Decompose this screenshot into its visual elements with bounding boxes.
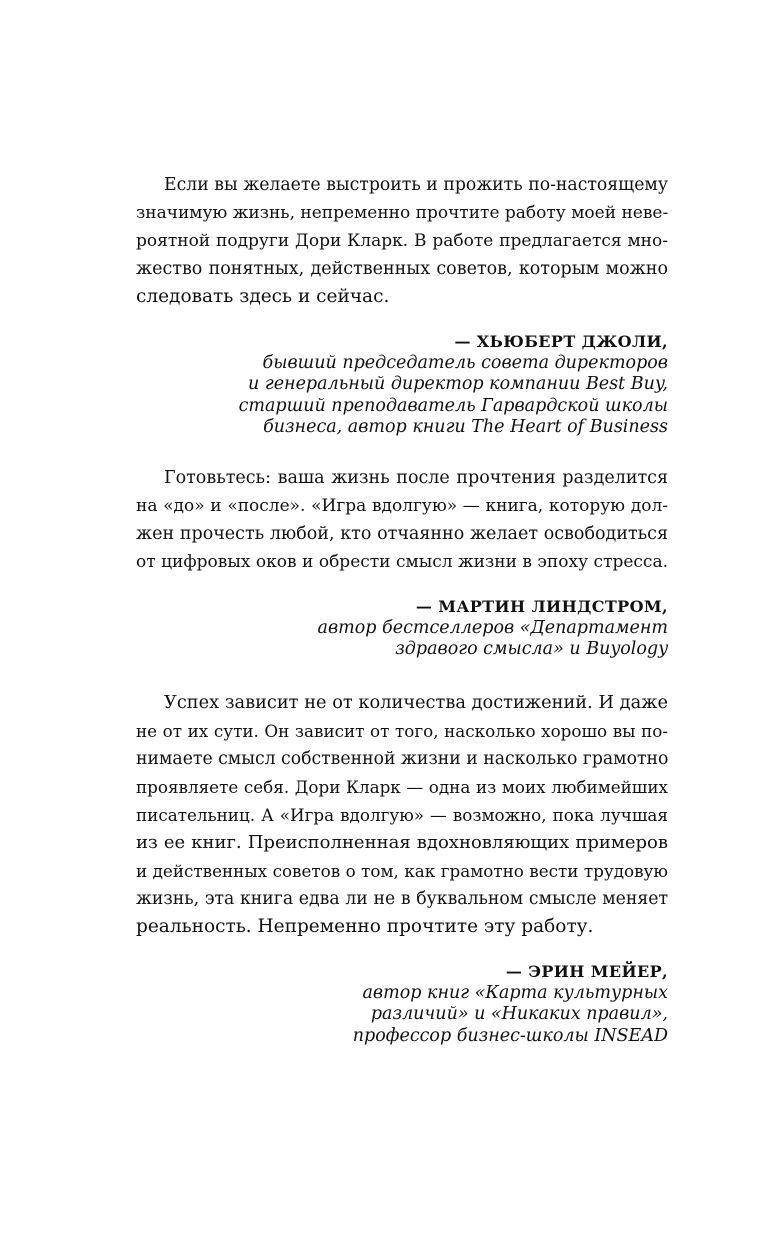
author-credit: бывший председатель совета директоров [262,352,668,373]
quote-text [136,171,668,311]
endorsement-quote-2 [136,464,668,661]
author-credit: старший преподаватель Гарвардской школы [238,395,668,416]
book-page [136,0,668,1241]
author-credit: бизнеса, автор книги The Heart of Business [263,417,668,437]
author-credit: различий» и «Никаких правил», [370,1004,668,1024]
author-credit: автор книг «Карта культурных [362,982,668,1003]
quote-text [136,464,668,576]
attribution [136,596,668,661]
author-name: — МАРТИН ЛИНДСТРОМ, [415,597,668,616]
quote-line: жество понятных, действенных советов, которым можно [136,259,668,279]
quote-line: жизнь, эта книга едва ли не в буквальном смысле меняет [136,889,668,909]
quote-line: проявляете себя. Дори Кларк — одна из моих любимейших [136,777,668,797]
quote-line: Успех зависит не от количества достижений. И даже [164,693,668,713]
quote-line: значимую жизнь, непременно прочтите работу моей неве- [136,203,669,223]
author-name: — ХЬЮБЕРТ ДЖОЛИ, [454,332,668,351]
quote-line: нимаете смысл собственной жизни и насколько грамотно [136,749,669,769]
quote-line: из ее книг. Преисполненная вдохновляющих примеров [136,832,668,853]
quote-line: писательниц. А «Игра вдолгую» — возможно, пока лучшая [136,805,668,825]
quote-line: и действенных советов о том, как грамотно вести трудовую [136,861,668,881]
quote-line: жен прочесть любой, кто отчаянно желает освободиться [136,524,668,544]
attribution [136,331,668,439]
author-credit: и генеральный директор компании Best Buy, [248,374,668,394]
quote-text [136,689,668,941]
quote-line: не от их сути. Он зависит от того, насколько хорошо вы по- [136,721,668,741]
endorsement-quote-1 [136,171,668,439]
quote-line: Если вы желаете выстроить и прожить по-настоящему [164,175,668,195]
quote-line: роятной подруги Дори Кларк. В работе предлагается мно- [136,231,668,251]
author-credit: здравого смысла» и Buyology [395,639,668,659]
quote-line: на «до» и «после». «Игра вдолгую» — книга, которую дол- [136,496,668,516]
attribution [136,961,668,1047]
quote-line: от цифровых оков и обрести смысл жизни в эпоху стресса. [136,552,668,572]
quote-line: Готовьтесь: ваша жизнь после прочтения разделится [164,468,668,488]
endorsement-quote-3 [136,689,668,1047]
author-credit: профессор бизнес-школы INSEAD [352,1025,668,1046]
quote-line: реальность. Непременно прочтите эту работу. [136,916,594,937]
quote-line: следовать здесь и сейчас. [136,286,390,307]
author-name: — ЭРИН МЕЙЕР, [505,962,668,981]
author-credit: автор бестселлеров «Департамент [317,617,668,638]
